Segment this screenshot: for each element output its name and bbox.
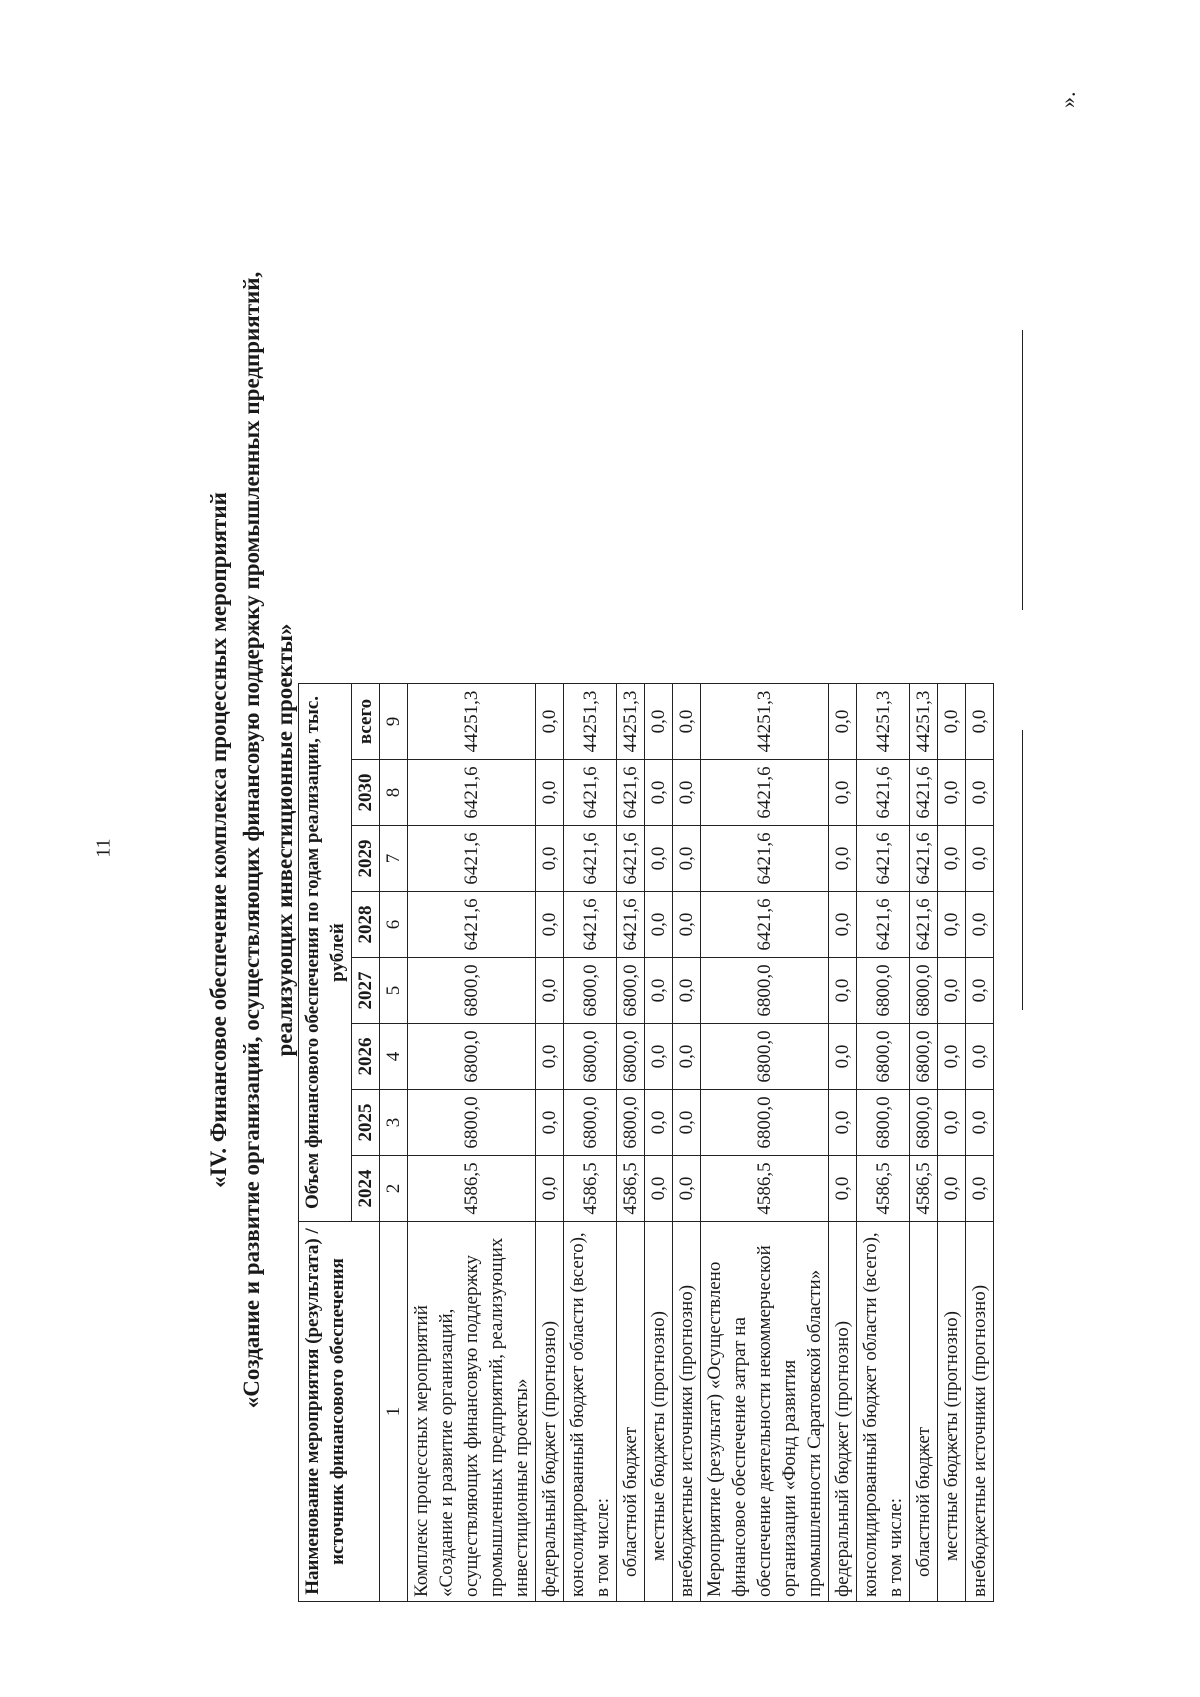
value-cell: 44251,3: [617, 684, 645, 760]
value-cell: 4586,5: [564, 1156, 617, 1222]
row-name: консолидированный бюджет области (всего), в том числе:: [857, 1222, 910, 1602]
value-cell: 0,0: [536, 1156, 564, 1222]
value-cell: 0,0: [536, 826, 564, 892]
value-cell: 0,0: [938, 1090, 966, 1156]
value-cell: 0,0: [829, 1090, 857, 1156]
column-number: 2: [380, 1156, 408, 1222]
value-cell: 6800,0: [617, 958, 645, 1024]
section-title: [202, 50, 301, 1630]
table-body: [408, 684, 994, 1602]
row-name: областной бюджет: [617, 1222, 645, 1602]
value-cell: 6800,0: [617, 1090, 645, 1156]
value-cell: 0,0: [645, 1156, 673, 1222]
value-cell: 6800,0: [910, 1090, 938, 1156]
column-number: 1: [380, 1222, 408, 1602]
value-cell: 0,0: [673, 892, 701, 958]
value-cell: 0,0: [645, 892, 673, 958]
header-year: 2024: [352, 1156, 380, 1222]
header-name: Наименование мероприятия (результата) / источник финансового обеспечения: [299, 1222, 380, 1602]
value-cell: 6800,0: [564, 1090, 617, 1156]
value-cell: 4586,5: [857, 1156, 910, 1222]
value-cell: 0,0: [966, 892, 994, 958]
value-cell: 0,0: [938, 826, 966, 892]
table-row: [966, 684, 994, 1602]
value-cell: 0,0: [829, 684, 857, 760]
value-cell: 6800,0: [701, 958, 829, 1024]
value-cell: 0,0: [938, 892, 966, 958]
value-cell: 6421,6: [617, 892, 645, 958]
value-cell: 0,0: [966, 1156, 994, 1222]
value-cell: 6421,6: [857, 760, 910, 826]
value-cell: 4586,5: [701, 1156, 829, 1222]
row-name: федеральный бюджет (прогнозно): [829, 1222, 857, 1602]
value-cell: 0,0: [536, 958, 564, 1024]
value-cell: 6800,0: [857, 1024, 910, 1090]
value-cell: 4586,5: [910, 1156, 938, 1222]
page-number: 11: [92, 838, 115, 858]
rotated-page-content: [170, 50, 1100, 1630]
value-cell: 6421,6: [408, 826, 536, 892]
value-cell: 6421,6: [701, 760, 829, 826]
value-cell: 0,0: [966, 1090, 994, 1156]
header-year: 2030: [352, 760, 380, 826]
value-cell: 0,0: [673, 826, 701, 892]
value-cell: 0,0: [829, 1156, 857, 1222]
value-cell: 6421,6: [408, 892, 536, 958]
value-cell: 6421,6: [910, 892, 938, 958]
table-row: [673, 684, 701, 1602]
column-number: 9: [380, 684, 408, 760]
header-year: 2026: [352, 1024, 380, 1090]
header-year: 2029: [352, 826, 380, 892]
divider-line: [1022, 730, 1023, 1010]
column-numbers-row: [380, 684, 408, 1602]
value-cell: 0,0: [536, 1090, 564, 1156]
value-cell: 6421,6: [701, 826, 829, 892]
value-cell: 44251,3: [910, 684, 938, 760]
header-year: 2028: [352, 892, 380, 958]
value-cell: 0,0: [938, 760, 966, 826]
value-cell: 6800,0: [564, 1024, 617, 1090]
header-year: 2027: [352, 958, 380, 1024]
value-cell: 0,0: [673, 1156, 701, 1222]
table-row: [564, 684, 617, 1602]
row-name: федеральный бюджет (прогнозно): [536, 1222, 564, 1602]
value-cell: 0,0: [536, 892, 564, 958]
value-cell: 0,0: [829, 892, 857, 958]
value-cell: 0,0: [966, 826, 994, 892]
table-row: [910, 684, 938, 1602]
financing-table: [298, 683, 994, 1602]
value-cell: 6421,6: [564, 892, 617, 958]
value-cell: 6800,0: [408, 958, 536, 1024]
value-cell: 6421,6: [857, 826, 910, 892]
column-number: 6: [380, 892, 408, 958]
row-name: местные бюджеты (прогнозно): [645, 1222, 673, 1602]
row-name: внебюджетные источники (прогнозно): [966, 1222, 994, 1602]
table-row: [938, 684, 966, 1602]
column-number: 3: [380, 1090, 408, 1156]
value-cell: 44251,3: [408, 684, 536, 760]
value-cell: 0,0: [645, 760, 673, 826]
value-cell: 6800,0: [408, 1090, 536, 1156]
value-cell: 6421,6: [910, 826, 938, 892]
row-name: консолидированный бюджет области (всего), в том числе:: [564, 1222, 617, 1602]
divider-line: [1022, 330, 1023, 610]
header-year: всего: [352, 684, 380, 760]
value-cell: 6800,0: [857, 1090, 910, 1156]
value-cell: 0,0: [673, 958, 701, 1024]
value-cell: 6800,0: [857, 958, 910, 1024]
header-year: 2025: [352, 1090, 380, 1156]
title-line-3: реализующих инвестиционные проекты»: [272, 623, 297, 1057]
row-name: местные бюджеты (прогнозно): [938, 1222, 966, 1602]
column-number: 5: [380, 958, 408, 1024]
value-cell: 0,0: [829, 1024, 857, 1090]
value-cell: 6800,0: [617, 1024, 645, 1090]
value-cell: 6800,0: [910, 1024, 938, 1090]
table-row: [857, 684, 910, 1602]
value-cell: 44251,3: [564, 684, 617, 760]
value-cell: 44251,3: [701, 684, 829, 760]
value-cell: 0,0: [673, 1090, 701, 1156]
value-cell: 0,0: [829, 826, 857, 892]
value-cell: 0,0: [966, 958, 994, 1024]
value-cell: 0,0: [829, 958, 857, 1024]
row-name: внебюджетные источники (прогнозно): [673, 1222, 701, 1602]
value-cell: 0,0: [829, 760, 857, 826]
value-cell: 4586,5: [408, 1156, 536, 1222]
value-cell: 6800,0: [408, 1024, 536, 1090]
value-cell: 0,0: [966, 1024, 994, 1090]
value-cell: 0,0: [938, 958, 966, 1024]
column-number: 8: [380, 760, 408, 826]
row-name: областной бюджет: [910, 1222, 938, 1602]
row-name: Мероприятие (результат) «Осуществлено финансовое обеспечение затрат на обеспечение деятельности некоммерческой организации «Фонд развития промышленности Саратовской области»: [701, 1222, 829, 1602]
value-cell: 6421,6: [857, 892, 910, 958]
value-cell: 0,0: [645, 1090, 673, 1156]
table-row: [701, 684, 829, 1602]
value-cell: 0,0: [645, 826, 673, 892]
value-cell: 6421,6: [408, 760, 536, 826]
value-cell: 4586,5: [617, 1156, 645, 1222]
value-cell: 0,0: [645, 958, 673, 1024]
value-cell: 6421,6: [617, 760, 645, 826]
header-volume: Объем финансового обеспечения по годам реализации, тыс. рублей: [299, 684, 352, 1222]
title-line-1: «IV. Финансовое обеспечение комплекса процессных мероприятий: [206, 492, 231, 1188]
table-row: [408, 684, 536, 1602]
value-cell: 0,0: [938, 1024, 966, 1090]
value-cell: 6800,0: [910, 958, 938, 1024]
closing-quote: ».: [1055, 91, 1080, 108]
value-cell: 6800,0: [701, 1024, 829, 1090]
value-cell: 6421,6: [617, 826, 645, 892]
value-cell: 6421,6: [564, 826, 617, 892]
value-cell: 0,0: [673, 760, 701, 826]
value-cell: 0,0: [645, 684, 673, 760]
value-cell: 0,0: [536, 684, 564, 760]
value-cell: 6800,0: [564, 958, 617, 1024]
value-cell: 0,0: [673, 1024, 701, 1090]
title-line-2: «Создание и развитие организаций, осуществляющих финансовую поддержку промышленных предприятий,: [239, 271, 264, 1409]
value-cell: 0,0: [536, 760, 564, 826]
value-cell: 0,0: [966, 760, 994, 826]
header-row-1: [299, 684, 352, 1602]
value-cell: 6421,6: [910, 760, 938, 826]
table-row: [645, 684, 673, 1602]
row-name: Комплекс процессных мероприятий «Создание и развитие организаций, осуществляющих финансовую поддержку промышленных предприятий, реализующих инвестиционные проекты»: [408, 1222, 536, 1602]
value-cell: 6421,6: [564, 760, 617, 826]
value-cell: 6800,0: [701, 1090, 829, 1156]
value-cell: 44251,3: [857, 684, 910, 760]
column-number: 4: [380, 1024, 408, 1090]
table-row: [536, 684, 564, 1602]
value-cell: 0,0: [938, 1156, 966, 1222]
value-cell: 0,0: [938, 684, 966, 760]
value-cell: 0,0: [536, 1024, 564, 1090]
value-cell: 0,0: [673, 684, 701, 760]
table-row: [617, 684, 645, 1602]
value-cell: 0,0: [645, 1024, 673, 1090]
value-cell: 0,0: [966, 684, 994, 760]
table-row: [829, 684, 857, 1602]
column-number: 7: [380, 826, 408, 892]
value-cell: 6421,6: [701, 892, 829, 958]
